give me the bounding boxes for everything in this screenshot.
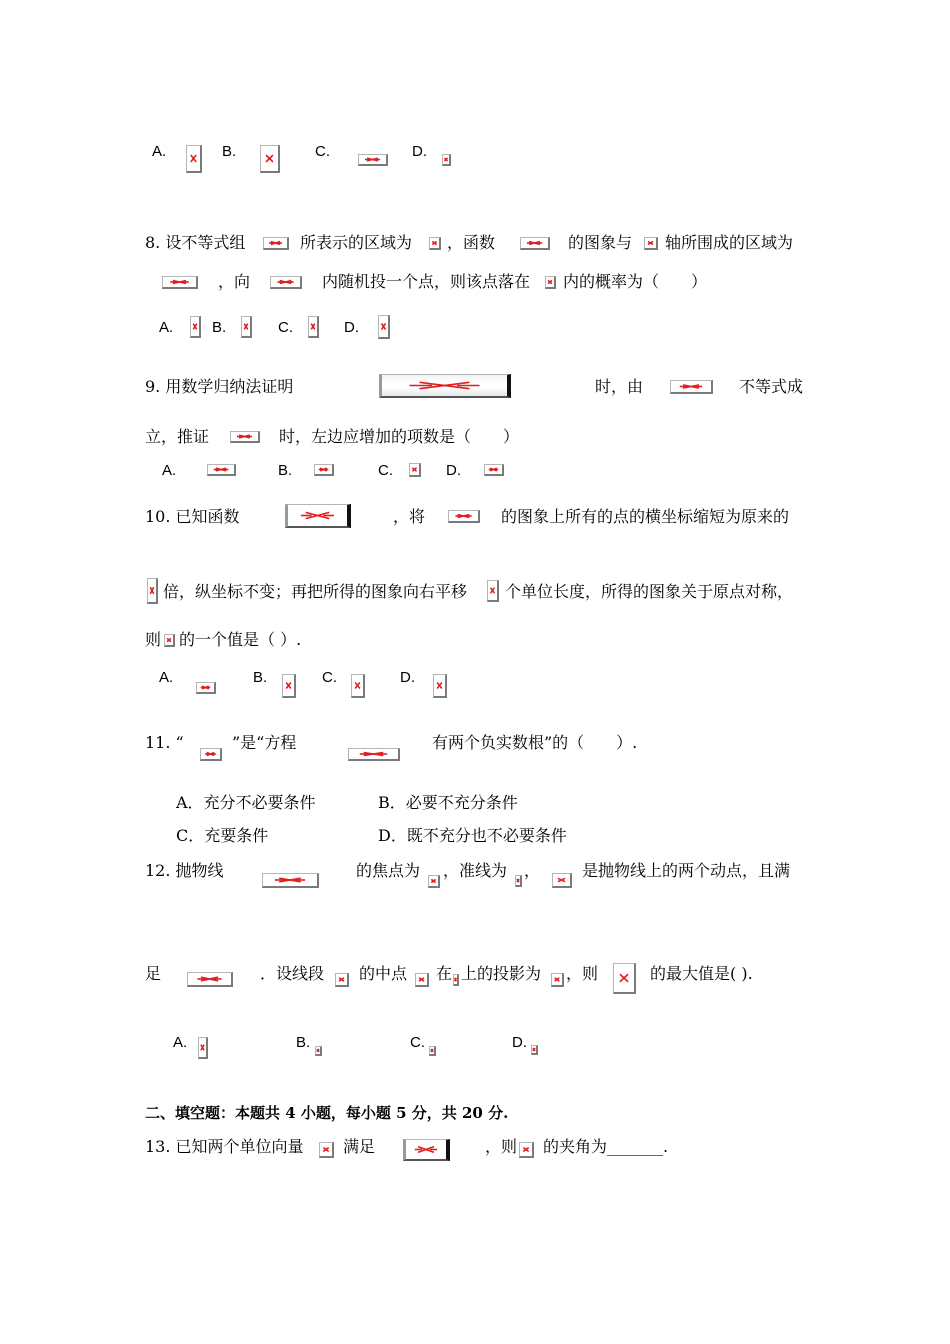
question-12-text: 的最大值是( ). xyxy=(650,964,753,983)
broken-image-icon xyxy=(314,464,334,476)
broken-image-mark xyxy=(516,876,520,885)
question-10-text: 倍，纵坐标不变；再把所得的图象向右平移 xyxy=(163,582,468,601)
question-12-text: ，准线为 xyxy=(443,861,508,880)
broken-image-mark xyxy=(163,277,196,287)
broken-image-icon xyxy=(162,276,198,289)
broken-image-mark xyxy=(382,375,507,396)
broken-image-mark xyxy=(410,464,419,475)
broken-image-mark xyxy=(406,1140,446,1159)
broken-image-icon xyxy=(348,748,400,761)
broken-image-icon xyxy=(484,464,504,476)
broken-image-mark xyxy=(231,432,258,441)
broken-image-mark xyxy=(165,635,173,645)
broken-image-icon xyxy=(487,580,499,602)
question-8-text: ，函数 xyxy=(447,233,496,252)
question-11-text: 有两个负实数根”的（ ）. xyxy=(432,733,638,752)
question-9-text: 立，推证 xyxy=(145,427,210,446)
broken-image-icon xyxy=(147,578,158,604)
option-a-label: A. xyxy=(159,319,174,336)
broken-image-mark xyxy=(242,317,250,336)
broken-image-mark xyxy=(671,381,711,392)
broken-image-icon xyxy=(613,963,636,994)
option-c-label: C. xyxy=(322,669,337,686)
question-8-text: 内随机投一个点，则该点落在 xyxy=(322,272,531,291)
option-d-label: D. xyxy=(400,669,415,686)
broken-image-mark xyxy=(454,975,457,984)
question-12-text: 在 xyxy=(436,964,453,983)
question-13-text: 13. 已知两个单位向量 xyxy=(145,1137,304,1156)
broken-image-icon xyxy=(190,316,201,338)
question-10-text: 10. 已知函数 xyxy=(145,507,240,526)
choice-a: A．充分不必要条件 xyxy=(176,793,316,812)
broken-image-icon xyxy=(260,145,280,173)
broken-image-mark xyxy=(188,973,231,985)
broken-image-mark xyxy=(521,238,548,248)
option-d-label: D. xyxy=(512,1034,527,1051)
option-c-label: C. xyxy=(378,462,393,479)
broken-image-icon xyxy=(519,1142,534,1158)
broken-image-icon xyxy=(282,674,296,698)
broken-image-mark xyxy=(614,964,634,992)
option-c-label: C. xyxy=(315,143,330,160)
broken-image-mark xyxy=(546,277,554,287)
question-13-text: 满足 xyxy=(343,1137,376,1156)
broken-image-mark xyxy=(379,316,388,337)
broken-image-icon xyxy=(263,237,289,250)
broken-image-mark xyxy=(552,974,562,985)
broken-image-icon xyxy=(319,1142,334,1158)
option-b-label: B. xyxy=(278,462,293,479)
broken-image-mark xyxy=(645,238,656,248)
broken-image-icon xyxy=(403,1139,450,1161)
broken-image-mark xyxy=(201,749,220,759)
broken-image-mark xyxy=(264,238,287,248)
question-12-text: ，则 xyxy=(566,964,599,983)
broken-image-mark xyxy=(187,146,200,171)
question-9-text: 不等式成 xyxy=(739,377,804,396)
question-10-text: 则 xyxy=(145,630,162,649)
broken-image-icon xyxy=(429,237,441,250)
broken-image-icon xyxy=(187,972,233,987)
option-b-label: B. xyxy=(296,1034,311,1051)
broken-image-icon xyxy=(200,748,222,761)
broken-image-mark xyxy=(485,465,502,474)
broken-image-icon xyxy=(551,973,564,987)
broken-image-icon xyxy=(198,1037,208,1059)
broken-image-icon xyxy=(442,154,451,166)
broken-image-mark xyxy=(148,579,156,602)
option-d-label: D. xyxy=(412,143,427,160)
question-8-text: 所表示的区域为 xyxy=(300,233,413,252)
question-10-text: 个单位长度，所得的图象关于原点对称， xyxy=(505,582,794,601)
broken-image-mark xyxy=(553,874,570,886)
broken-image-icon xyxy=(378,315,390,339)
question-8-text: ，向 xyxy=(218,272,251,291)
broken-image-mark xyxy=(288,505,347,526)
broken-image-mark xyxy=(191,317,199,336)
broken-image-mark xyxy=(349,749,398,759)
question-8-text: 内的概率为（ ） xyxy=(563,272,708,291)
option-b-label: B. xyxy=(253,669,268,686)
broken-image-icon xyxy=(241,316,252,338)
broken-image-icon xyxy=(429,1046,436,1056)
broken-image-mark xyxy=(261,146,278,171)
option-c-label: C. xyxy=(278,319,293,336)
broken-image-icon xyxy=(520,237,550,250)
question-8-text: 的图象与 xyxy=(568,233,633,252)
question-9-text: 时，左边应增加的项数是（ ） xyxy=(279,427,520,446)
broken-image-icon xyxy=(315,1046,322,1056)
broken-image-icon xyxy=(433,674,447,698)
option-a-label: A. xyxy=(159,669,174,686)
broken-image-icon xyxy=(415,973,429,987)
choice-d: D．既不充分也不必要条件 xyxy=(378,826,567,845)
broken-image-icon xyxy=(285,504,351,528)
broken-image-mark xyxy=(416,974,427,985)
broken-image-icon xyxy=(308,316,319,338)
question-8-text: 轴所围成的区域为 xyxy=(665,233,794,252)
broken-image-icon xyxy=(230,431,260,443)
broken-image-icon xyxy=(207,464,236,476)
broken-image-icon xyxy=(448,510,480,523)
question-10-text: 的一个值是（ ）. xyxy=(179,630,302,649)
option-d-label: D. xyxy=(344,319,359,336)
broken-image-icon xyxy=(335,973,349,987)
question-13-text: ，则 xyxy=(485,1137,518,1156)
broken-image-mark xyxy=(520,1143,532,1156)
broken-image-icon xyxy=(552,873,572,888)
broken-image-icon xyxy=(164,634,175,647)
broken-image-icon xyxy=(453,974,459,986)
choice-b: B．必要不充分条件 xyxy=(378,793,518,812)
broken-image-mark xyxy=(434,675,445,696)
broken-image-mark xyxy=(488,581,497,600)
broken-image-mark xyxy=(359,155,386,164)
broken-image-mark xyxy=(283,675,294,696)
question-11-text: ”是“方程 xyxy=(232,733,297,752)
question-8-text: 8. 设不等式组 xyxy=(145,233,246,252)
question-12-text: 上的投影为 xyxy=(461,964,542,983)
broken-image-mark xyxy=(443,155,449,164)
broken-image-mark xyxy=(352,675,363,696)
broken-image-mark xyxy=(430,238,439,248)
broken-image-mark xyxy=(197,683,214,692)
broken-image-icon xyxy=(428,875,440,888)
question-9-text: 9. 用数学归纳法证明 xyxy=(145,377,294,396)
broken-image-mark xyxy=(429,876,438,886)
option-b-label: B. xyxy=(212,319,227,336)
broken-image-icon xyxy=(409,463,421,477)
question-12-text: ．设线段 xyxy=(260,964,325,983)
question-10-text: ，将 xyxy=(393,507,426,526)
broken-image-mark xyxy=(199,1038,206,1057)
broken-image-icon xyxy=(644,237,658,250)
broken-image-icon xyxy=(379,374,511,398)
question-10-text: 的图象上所有的点的横坐标缩短为原来的 xyxy=(501,507,790,526)
question-12-text: 足 xyxy=(145,964,162,983)
broken-image-mark xyxy=(315,465,332,474)
option-a-label: A. xyxy=(173,1034,188,1051)
broken-image-icon xyxy=(351,674,365,698)
broken-image-mark xyxy=(430,1047,434,1054)
question-11-text: 11. “ xyxy=(145,733,184,752)
broken-image-icon xyxy=(515,875,522,887)
broken-image-icon xyxy=(196,682,216,694)
broken-image-mark xyxy=(316,1047,320,1054)
broken-image-mark xyxy=(532,1046,536,1053)
section-heading: 二、填空题：本题共 4 小题，每小题 5 分，共 20 分. xyxy=(145,1104,509,1122)
question-9-text: 时，由 xyxy=(595,377,644,396)
broken-image-mark xyxy=(263,874,317,886)
broken-image-mark xyxy=(271,277,300,287)
option-a-label: A. xyxy=(162,462,177,479)
choice-c: C．充要条件 xyxy=(176,826,269,845)
option-d-label: D. xyxy=(446,462,461,479)
broken-image-icon xyxy=(262,873,319,888)
broken-image-mark xyxy=(449,511,478,521)
question-12-text: ， xyxy=(524,861,541,880)
broken-image-mark xyxy=(208,465,234,474)
question-12-text: 12. 抛物线 xyxy=(145,861,224,880)
question-12-text: 是抛物线上的两个动点，且满 xyxy=(582,861,791,880)
broken-image-icon xyxy=(186,145,202,173)
broken-image-icon xyxy=(270,276,302,289)
option-b-label: B. xyxy=(222,143,237,160)
question-12-text: 的焦点为 xyxy=(356,861,421,880)
broken-image-icon xyxy=(545,276,556,289)
broken-image-icon xyxy=(670,380,713,394)
broken-image-icon xyxy=(358,154,388,166)
option-a-label: A. xyxy=(152,143,167,160)
broken-image-mark xyxy=(320,1143,332,1156)
broken-image-icon xyxy=(531,1045,538,1055)
question-12-text: 的中点 xyxy=(359,964,408,983)
option-c-label: C. xyxy=(410,1034,425,1051)
question-13-text: 的夹角为_______. xyxy=(543,1137,669,1156)
broken-image-mark xyxy=(336,974,347,985)
broken-image-mark xyxy=(309,317,317,336)
